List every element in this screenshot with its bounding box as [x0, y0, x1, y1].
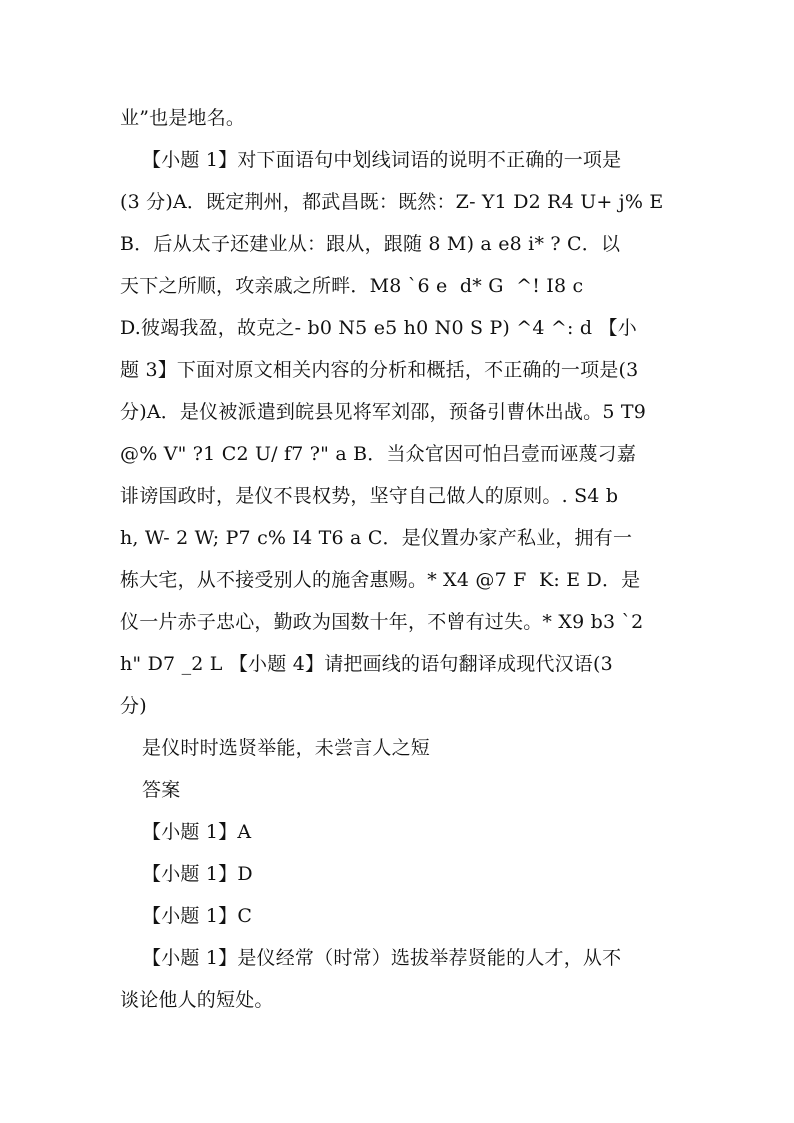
text-line: h" D7 _2 L 【小题 4】请把画线的语句翻译成现代汉语(3 [120, 653, 613, 675]
text-line: 业”也是地名。 [120, 107, 246, 129]
text-line: 【小题 1】对下面语句中划线词语的说明不正确的一项是 [142, 149, 622, 171]
text-line: D.彼竭我盈，故克之- b0 N5 e5 h0 N0 S P) ^4 ^: d 【小 [120, 317, 637, 339]
text-line: (3 分)A．既定荆州，都武昌既：既然：Z- Y1 D2 R4 U+ j% E [120, 191, 664, 213]
text-line: 分)A．是仪被派遣到皖县见将军刘邵，预备引曹休出战。5 T9 [120, 401, 647, 423]
text-line: 天下之所顺，攻亲戚之所畔．M8 `6 e d* G ^! I8 c [120, 275, 584, 297]
text-line: h, W- 2 W; P7 c% I4 T6 a C．是仪置办家产私业，拥有一 [120, 527, 633, 549]
text-line: 诽谤国政时，是仪不畏权势，坚守自己做人的原则。. S4 b [120, 485, 619, 507]
answer-item: 【小题 1】是仪经常（时常）选拔举荐贤能的人才，从不 [142, 947, 622, 969]
text-line: 栋大宅，从不接受别人的施舍惠赐。* X4 @7 F K: E D．是 [120, 569, 641, 591]
answer-item: 【小题 1】D [142, 863, 253, 885]
text-line: 是仪时时选贤举能，未尝言人之短 [142, 737, 431, 759]
text-line: B．后从太子还建业从：跟从，跟随 8 M) a e8 i* ? C．以 [120, 233, 621, 255]
text-line: @% V" ?1 C2 U/ f7 ?" a B．当众官因可怕吕壹而诬蔑刁嘉 [120, 443, 637, 465]
text-line: 仪一片赤子忠心，勤政为国数十年，不曾有过失。* X9 b3 `2 [120, 611, 644, 633]
answer-item: 【小题 1】A [142, 821, 252, 843]
answer-heading: 答案 [142, 779, 181, 801]
text-line: 分) [120, 695, 147, 717]
text-line: 谈论他人的短处。 [120, 989, 274, 1011]
answer-item: 【小题 1】C [142, 905, 253, 927]
text-line: 题 3】下面对原文相关内容的分析和概括，不正确的一项是(3 [120, 359, 639, 381]
